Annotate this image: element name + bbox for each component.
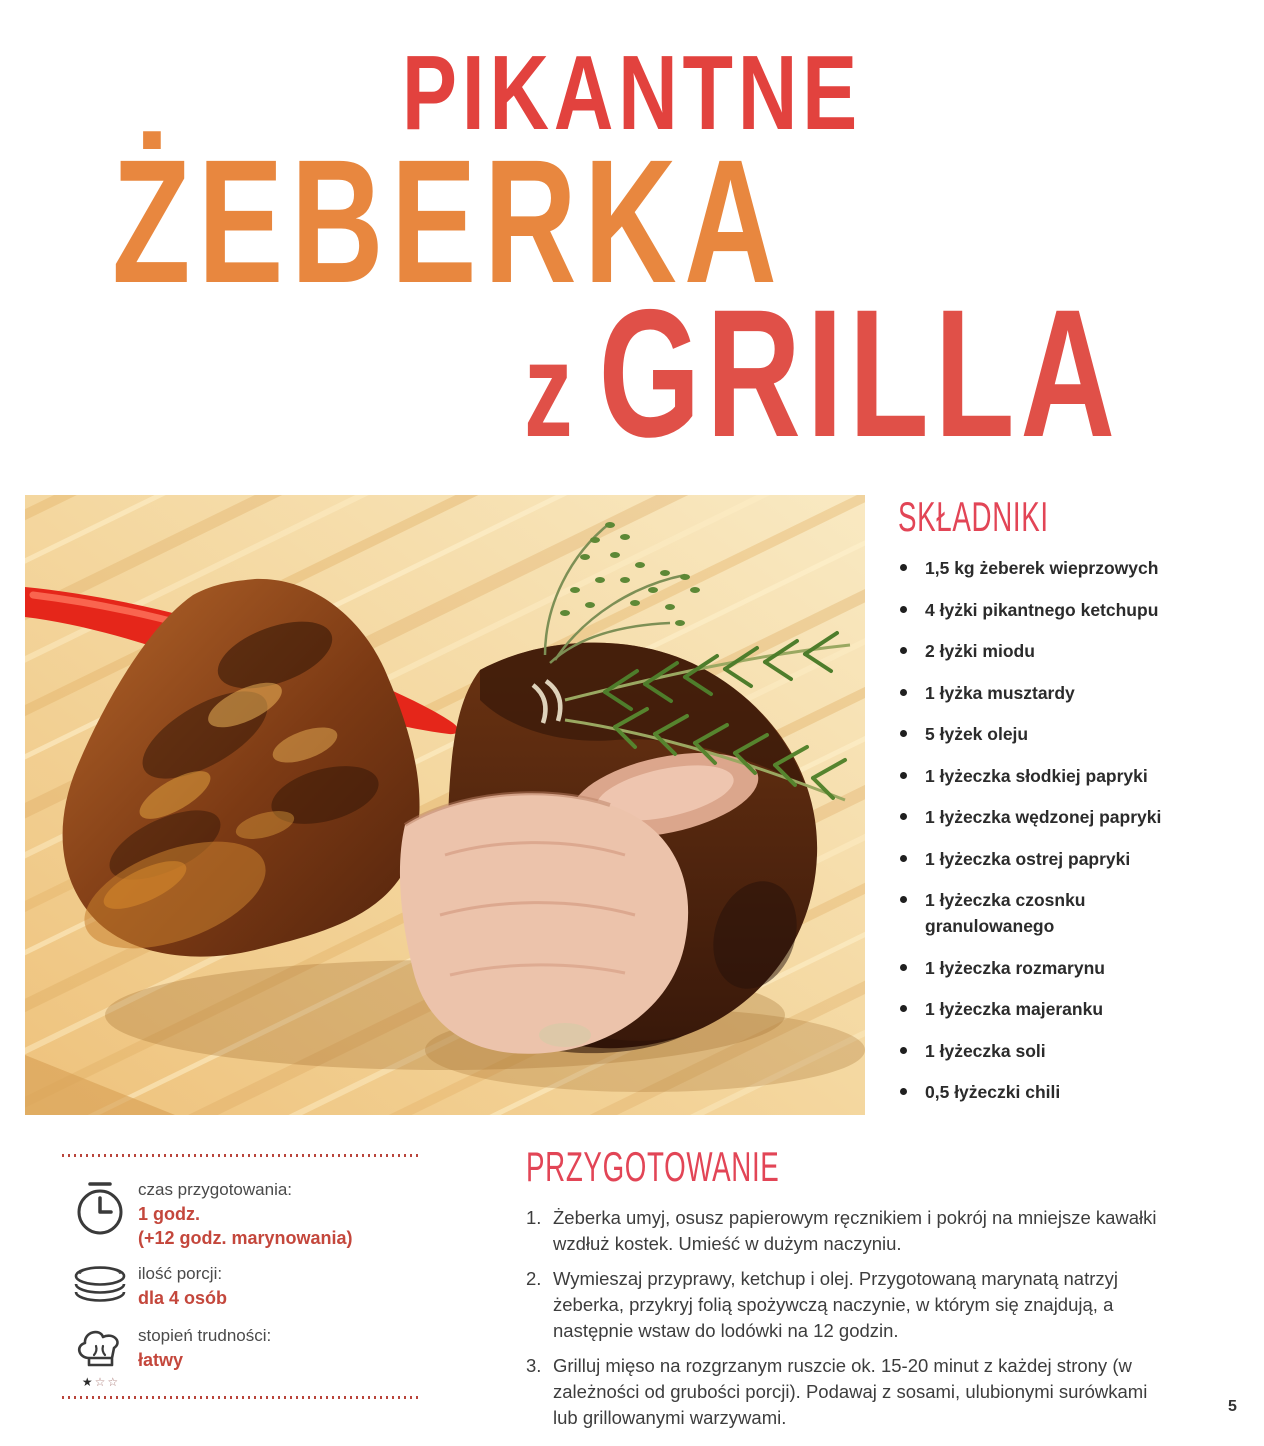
bullet-icon <box>900 1047 907 1054</box>
prep-time-label: czas przygotowania: <box>138 1180 293 1199</box>
preparation-section <box>526 1143 1176 1440</box>
clock-icon <box>62 1178 138 1250</box>
preparation-heading: PRZYGOTOWANIE <box>526 1143 780 1190</box>
prep-time-extra: (+12 godz. marynowania) <box>138 1228 353 1248</box>
dotted-divider-top <box>62 1154 418 1157</box>
ingredient-text: 0,5 łyżeczki chili <box>925 1082 1061 1102</box>
step-number: 3. <box>526 1355 542 1376</box>
ingredient-item <box>898 804 1170 830</box>
chef-hat-icon <box>62 1324 138 1388</box>
title-z: z <box>524 314 573 465</box>
bullet-icon <box>900 689 907 696</box>
preparation-step <box>526 1353 1176 1431</box>
preparation-step <box>526 1205 1176 1257</box>
step-text: Żeberka umyj, osusz papierowym ręcznikiem i pokrój na mniejsze kawałki wzdłuż kostek. Umieść w dużym naczyniu. <box>553 1207 1157 1254</box>
ingredient-item <box>898 1038 1170 1064</box>
ingredient-text: 1 łyżeczka wędzonej papryki <box>925 807 1162 827</box>
star-filled-icon: ★ <box>81 1375 93 1389</box>
plates-stack-icon <box>62 1262 138 1310</box>
ingredient-item <box>898 846 1170 872</box>
step-number: 2. <box>526 1268 542 1289</box>
ingredients-section <box>898 493 1250 1121</box>
servings-row <box>62 1262 227 1310</box>
title-zeberka: ŻEBERKA <box>112 124 785 320</box>
servings-label: ilość porcji: <box>138 1264 223 1283</box>
preparation-step <box>526 1266 1176 1344</box>
ingredient-text: 1 łyżka musztardy <box>925 682 1075 703</box>
ingredient-text: 1 łyżeczka ostrej papryki <box>925 848 1131 869</box>
ingredient-text: 1 łyżeczka majeranku <box>925 999 1104 1019</box>
bullet-icon <box>900 1088 907 1095</box>
bullet-icon <box>900 896 907 903</box>
bullet-icon <box>900 730 907 737</box>
bullet-icon <box>900 964 907 971</box>
ingredient-text: 1 łyżeczka soli <box>925 1040 1046 1061</box>
step-text: Grilluj mięso na rozgrzanym ruszcie ok. 15-20 minut z każdej strony (w zależności od grubości porcji). Podawaj z sosami, ulubionymi surówkami lub grillowanymi warzywami. <box>553 1355 1148 1428</box>
ingredient-item <box>898 763 1170 789</box>
ingredient-item <box>898 680 1170 706</box>
step-text: Wymieszaj przyprawy, ketchup i olej. Przygotowaną marynatą natrzyj żeberka, przykryj folią spożywczą naczynie, w którym się znajdują, a następnie wstaw do lodówki na 12 godzin. <box>553 1268 1118 1341</box>
ingredients-heading: SKŁADNIKI <box>898 493 1049 540</box>
step-number: 1. <box>526 1207 542 1228</box>
ingredient-item <box>898 555 1170 581</box>
ingredient-item <box>898 887 1170 939</box>
star-empty-icon: ☆ <box>107 1375 119 1389</box>
bullet-icon <box>900 772 907 779</box>
title-pikantne: PIKANTNE <box>401 34 863 152</box>
star-empty-icon: ☆ <box>94 1375 106 1389</box>
ingredient-item <box>898 597 1170 623</box>
bullet-icon <box>900 564 907 571</box>
dotted-divider-bottom <box>62 1396 418 1399</box>
ingredient-text: 1,5 kg żeberek wieprzowych <box>925 558 1159 578</box>
ingredients-list <box>898 555 1250 1105</box>
prep-time-value: 1 godz. <box>138 1204 200 1224</box>
ingredient-item <box>898 955 1170 981</box>
ingredient-item <box>898 996 1170 1022</box>
difficulty-value: łatwy <box>138 1350 184 1370</box>
title-grilla: GRILLA <box>598 271 1121 475</box>
bullet-icon <box>900 1005 907 1012</box>
bullet-icon <box>900 813 907 820</box>
ingredient-text: 1 łyżeczka czosnku granulowanego <box>925 890 1086 936</box>
difficulty-row <box>62 1324 271 1388</box>
difficulty-label: stopień trudności: <box>138 1326 272 1345</box>
ingredient-item <box>898 721 1170 747</box>
preparation-steps <box>526 1205 1176 1431</box>
ingredient-text: 4 łyżki pikantnego ketchupu <box>925 599 1159 620</box>
bullet-icon <box>900 855 907 862</box>
recipe-photo <box>25 495 865 1115</box>
bullet-icon <box>900 647 907 654</box>
ingredient-item <box>898 638 1170 664</box>
ingredient-text: 2 łyżki miodu <box>925 641 1035 661</box>
page-number: 5 <box>1228 1398 1237 1415</box>
ingredient-item <box>898 1079 1170 1105</box>
bullet-icon <box>900 606 907 613</box>
recipe-info-box <box>62 1154 420 1389</box>
difficulty-stars <box>72 1376 128 1388</box>
prep-time-row <box>62 1178 353 1250</box>
ribs-photo-illustration <box>25 495 865 1115</box>
ingredient-text: 1 łyżeczka rozmarynu <box>925 957 1105 978</box>
recipe-title-row-3 <box>524 271 1121 475</box>
servings-value: dla 4 osób <box>138 1288 228 1308</box>
ingredient-text: 1 łyżeczka słodkiej papryki <box>925 765 1148 786</box>
ingredient-text: 5 łyżek oleju <box>925 724 1029 744</box>
